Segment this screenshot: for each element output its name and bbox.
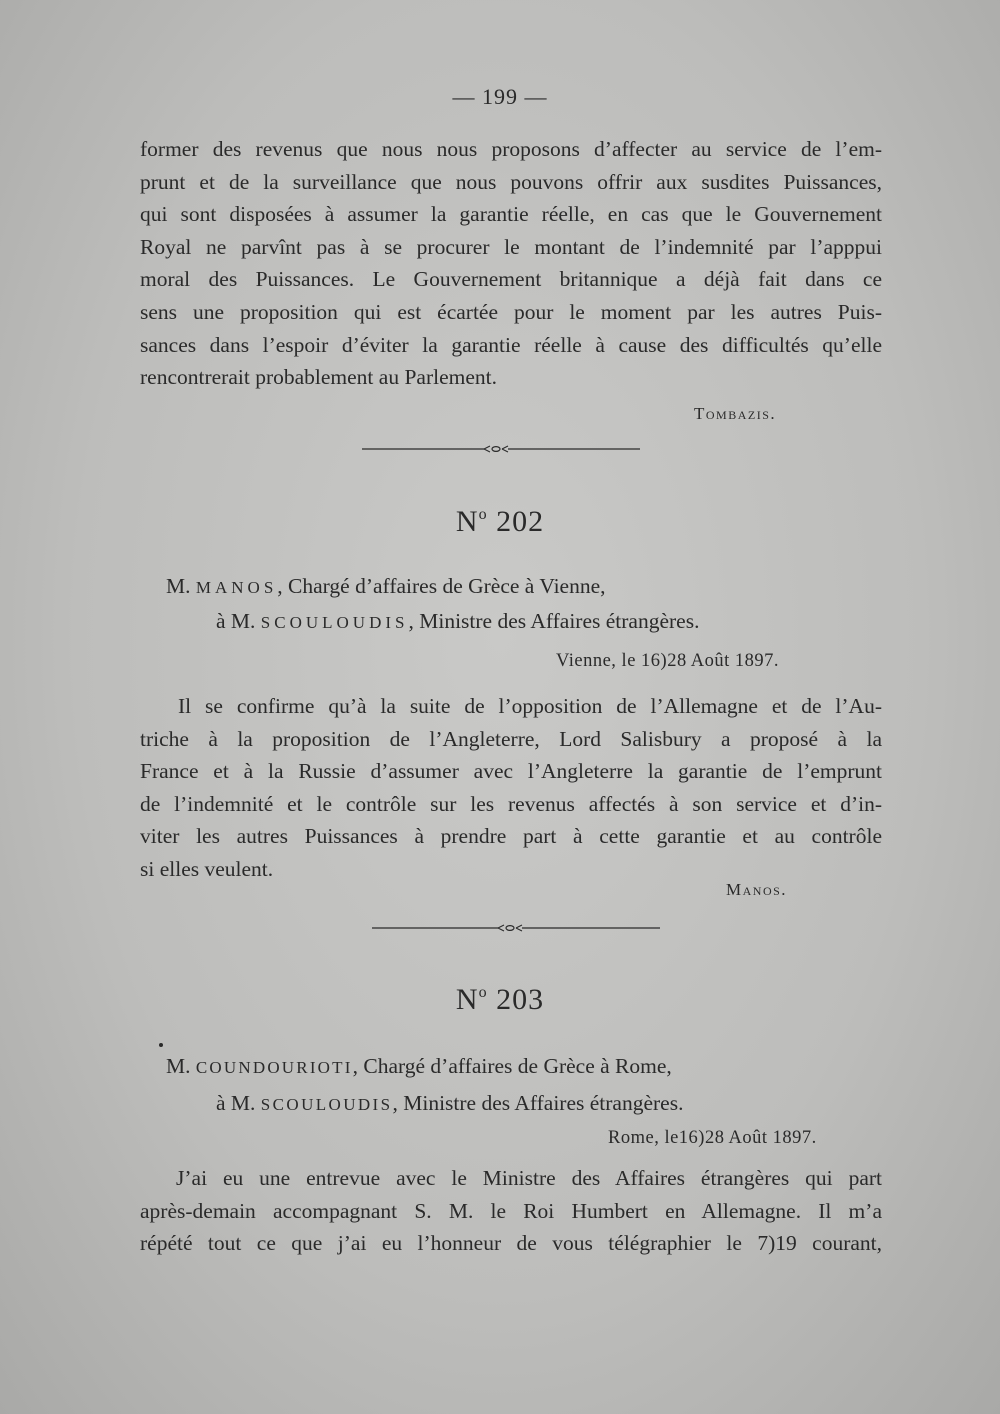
sender-line bbox=[166, 574, 606, 599]
paragraph-line: triche à la proposition de l’Angleterre, Lord Salisbury a proposé à la bbox=[140, 726, 882, 751]
paragraph-line: Il se confirme qu’à la suite de l’opposition de l’Allemagne et de l’Au- bbox=[178, 694, 882, 718]
paragraph-line: former des revenus que nous nous proposons d’affecter au service de l’em- bbox=[140, 137, 882, 161]
date-line: Vienne, le 16)28 Août 1897. bbox=[556, 651, 780, 671]
paragraph-line: J’ai eu une entrevue avec le Ministre des Affaires étrangères qui part bbox=[176, 1166, 882, 1190]
sender-prefix: M. bbox=[166, 574, 191, 598]
signature-manos: Manos. bbox=[726, 880, 788, 899]
paragraph-line: après-demain accompagnant S. M. le Roi Humbert en Allemagne. Il m’a bbox=[140, 1198, 882, 1223]
continuation-paragraph bbox=[140, 133, 882, 394]
paragraph-line: rencontrerait probablement au Parlement. bbox=[140, 365, 497, 390]
sender-prefix: M. bbox=[166, 1054, 191, 1078]
recipient-prefix: à M. bbox=[216, 609, 256, 633]
number-value: 202 bbox=[496, 505, 545, 538]
sender-name: COUNDOURIOTI bbox=[195, 1058, 353, 1077]
paragraph-line: viter les autres Puissances à prendre part à cette garantie et au contrôle bbox=[140, 824, 882, 849]
paragraph-line: prunt et de la surveillance que nous pouvons offrir aux susdites Puissances, bbox=[140, 169, 882, 194]
number-value: 203 bbox=[496, 983, 545, 1016]
recipient-name: SCOULOUDIS bbox=[260, 1095, 393, 1114]
paragraph-line: Royal ne parvînt pas à se procurer le montant de l’indemnité par l’apppui bbox=[140, 234, 882, 259]
paragraph-line: si elles veulent. bbox=[140, 856, 274, 881]
recipient-name: SCOULOUDIS bbox=[260, 613, 409, 632]
number-superscript: o bbox=[478, 984, 488, 1001]
page-number: — 199 — bbox=[452, 84, 548, 109]
recipient-prefix: à M. bbox=[216, 1091, 256, 1115]
recipient-line bbox=[216, 609, 699, 634]
recipient-line bbox=[216, 1091, 683, 1116]
recipient-role: , Ministre des Affaires étrangères. bbox=[392, 1091, 684, 1115]
paragraph-line: France et à la Russie d’assumer avec l’Angleterre la garantie de l’emprunt bbox=[140, 759, 882, 784]
paragraph-line: répété tout ce que j’ai eu l’honneur de vous télégraphier le 7)19 courant, bbox=[140, 1231, 882, 1256]
number-prefix: N bbox=[455, 983, 479, 1016]
ink-speck bbox=[159, 1043, 163, 1047]
section-divider bbox=[362, 443, 640, 455]
paragraph-line: qui sont disposées à assumer la garantie réelle, en cas que le Gouvernement bbox=[140, 202, 882, 227]
document-number-203 bbox=[0, 983, 1000, 1017]
recipient-role: , Ministre des Affaires étrangères. bbox=[408, 609, 700, 633]
paragraph-line: moral des Puissances. Le Gouvernement britannique a déjà fait dans ce bbox=[140, 267, 882, 292]
paragraph-line: de l’indemnité et le contrôle sur les revenus affectés à son service et d’in- bbox=[140, 791, 882, 816]
paragraph-line: sances dans l’espoir d’éviter la garantie réelle à cause des difficultés qu’elle bbox=[140, 332, 882, 357]
number-prefix: N bbox=[455, 505, 479, 538]
document-203-body bbox=[140, 1162, 882, 1260]
document-202-body bbox=[140, 690, 882, 886]
signature-tombazis: Tombazis. bbox=[694, 404, 777, 423]
sender-name: MANOS bbox=[195, 578, 278, 597]
document-number-202 bbox=[0, 505, 1000, 539]
date-line: Rome, le16)28 Août 1897. bbox=[608, 1128, 817, 1148]
sender-role: , Chargé d’affaires de Grèce à Vienne, bbox=[277, 574, 606, 598]
number-superscript: o bbox=[478, 506, 488, 523]
paragraph-line: sens une proposition qui est écartée pour le moment par les autres Puis- bbox=[140, 299, 882, 324]
sender-line bbox=[166, 1054, 672, 1079]
sender-role: , Chargé d’affaires de Grèce à Rome, bbox=[352, 1054, 672, 1078]
section-divider bbox=[372, 922, 660, 934]
